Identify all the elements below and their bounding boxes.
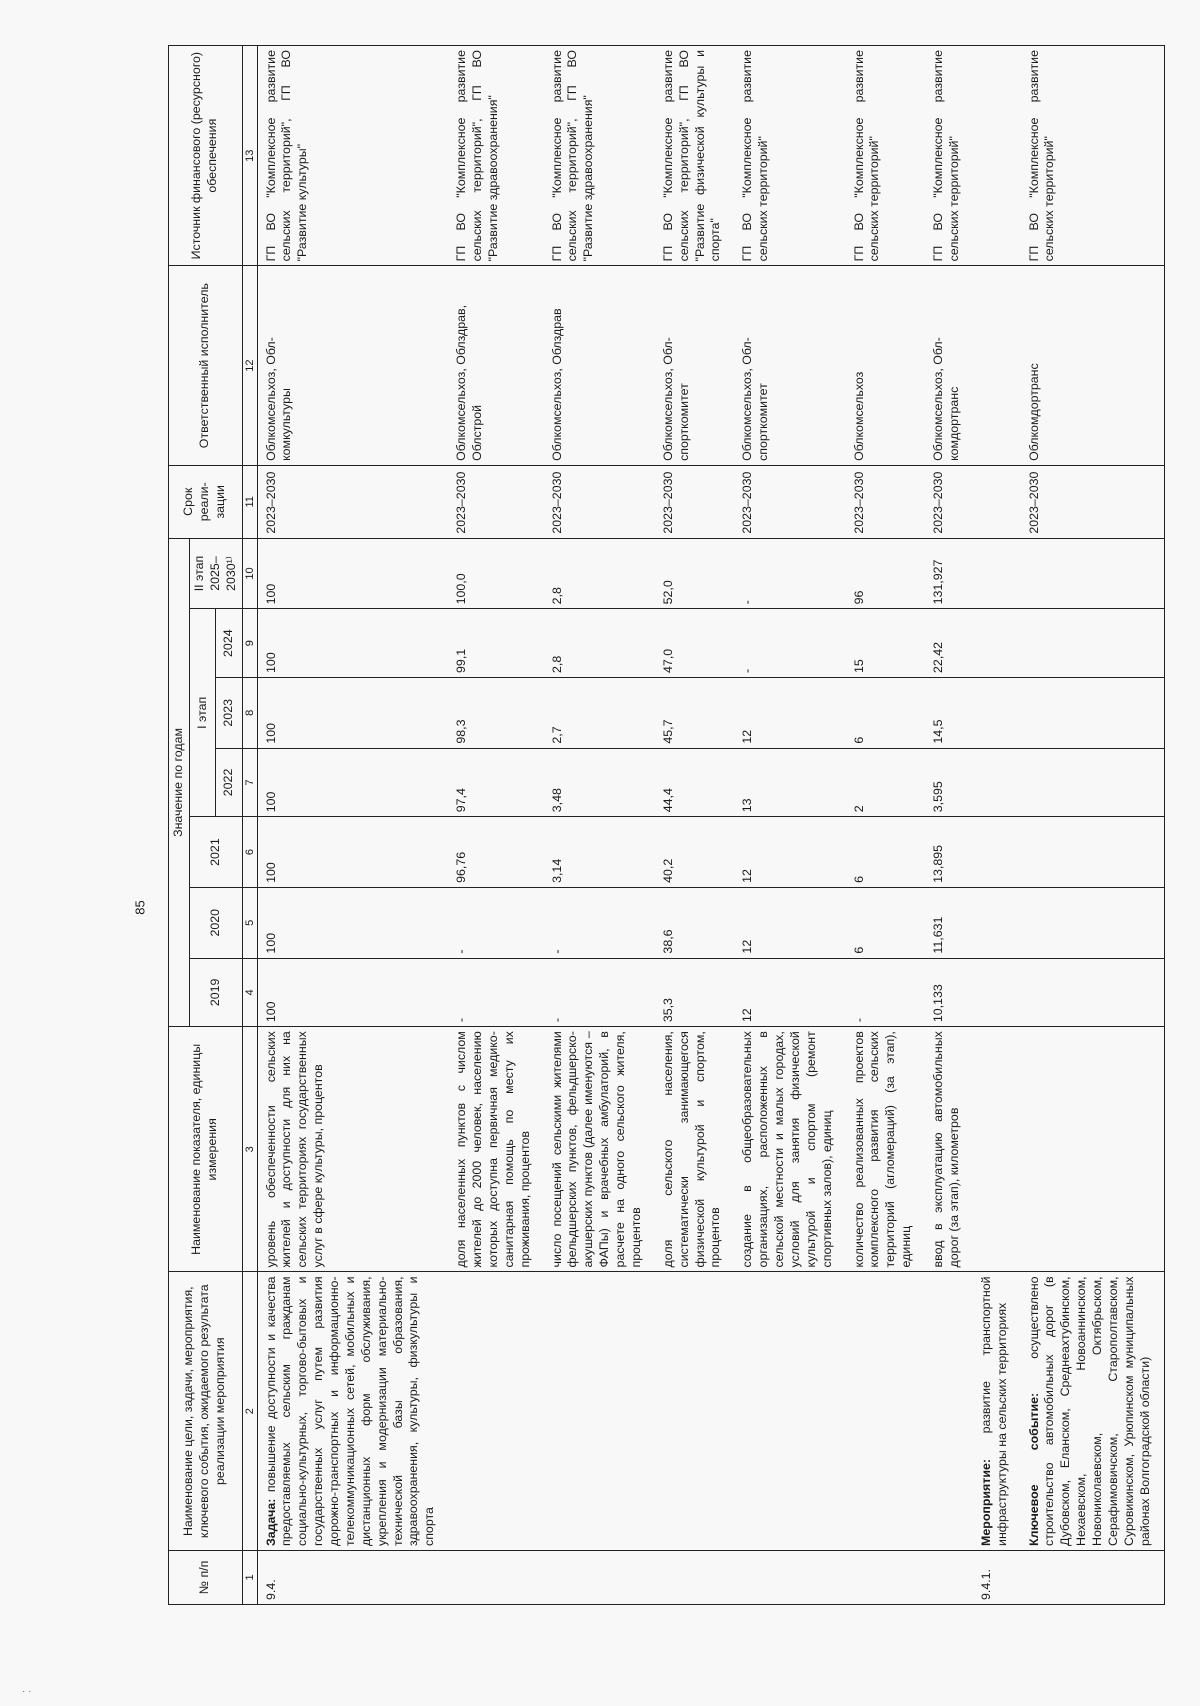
row-number xyxy=(544,1550,655,1604)
header-2022: 2022 xyxy=(216,748,242,817)
term-cell xyxy=(973,465,1021,538)
column-number: 1 xyxy=(242,1550,257,1604)
table-row xyxy=(448,46,543,1605)
column-number: 3 xyxy=(242,1027,257,1272)
value-2024: 22,42 xyxy=(925,609,973,678)
value-2020 xyxy=(973,887,1021,958)
value-2030: 52,0 xyxy=(655,538,735,609)
value-2019: 100 xyxy=(257,958,448,1027)
value-2021: 12 xyxy=(734,817,845,888)
table-row xyxy=(544,46,655,1605)
row-number: 9.4. xyxy=(257,1550,448,1604)
header-source: Источник финансового (ресурсного) обеспечения xyxy=(169,46,243,266)
table-row xyxy=(257,46,448,1605)
column-number: 4 xyxy=(242,958,257,1027)
indicator-cell: создание в общеобразовательных организациях, расположенных в сельской местности и малых городах, условий для занятия физической культурой и спортом (ремонт спортивных залов), единиц xyxy=(734,1027,845,1272)
executor-cell: Облкомсельхоз, Обл-комдортранс xyxy=(925,266,973,466)
executor-cell: Облкомсельхоз, Облздрав xyxy=(544,266,655,466)
value-2024: 2,8 xyxy=(544,609,655,678)
header-values-group: Значение по годам xyxy=(169,538,190,1027)
goal-cell xyxy=(925,1272,973,1551)
value-2023: 100 xyxy=(257,677,448,748)
table-row xyxy=(973,46,1021,1605)
header-goal: Наименование цели, задачи, мероприятия, ключевого события, ожидаемого результата реализации мероприятия xyxy=(169,1272,243,1551)
term-cell: 2023–2030 xyxy=(925,465,973,538)
header-2019: 2019 xyxy=(189,958,242,1027)
value-2030 xyxy=(973,538,1021,609)
value-2030: - xyxy=(734,538,845,609)
value-2022: 3,48 xyxy=(544,748,655,817)
value-2023: 12 xyxy=(734,677,845,748)
goal-cell xyxy=(448,1272,543,1551)
term-cell: 2023–2030 xyxy=(448,465,543,538)
goal-cell xyxy=(1021,1272,1165,1551)
value-2021: 13,895 xyxy=(925,817,973,888)
value-2019: - xyxy=(544,958,655,1027)
goal-cell xyxy=(655,1272,735,1551)
value-2024: 99,1 xyxy=(448,609,543,678)
goal-cell xyxy=(544,1272,655,1551)
table-row xyxy=(1021,46,1165,1605)
value-2020: 12 xyxy=(734,887,845,958)
source-cell: ГП ВО "Комплексное развитие сельских территорий" xyxy=(846,46,926,266)
term-cell: 2023–2030 xyxy=(734,465,845,538)
value-2022 xyxy=(1021,748,1165,817)
value-2022: 44,4 xyxy=(655,748,735,817)
executor-cell: Облкомдортранс xyxy=(1021,266,1165,466)
value-2023: 98,3 xyxy=(448,677,543,748)
row-number xyxy=(846,1550,926,1604)
indicator-cell: количество реализованных проектов комплексного развития сельских территорий (агломераций) (за этап), единиц xyxy=(846,1027,926,1272)
indicator-cell: доля населенных пунктов с числом жителей до 2000 человек, населению которых доступна первичная медико-санитарная помощь по месту их проживания, процентов xyxy=(448,1027,543,1272)
source-cell: ГП ВО "Комплексное развитие сельских территорий", ГП ВО "Развитие физической культуры и спорта" xyxy=(655,46,735,266)
table-row xyxy=(734,46,845,1605)
value-2030: 100,0 xyxy=(448,538,543,609)
table-row xyxy=(925,46,973,1605)
source-cell: ГП ВО "Комплексное развитие сельских территорий" xyxy=(925,46,973,266)
executor-cell: Облкомсельхоз, Обл-комкультуры xyxy=(257,266,448,466)
value-2021: 3,14 xyxy=(544,817,655,888)
indicator-cell xyxy=(1021,1027,1165,1272)
source-cell: ГП ВО "Комплексное развитие сельских территорий", ГП ВО "Развитие здравоохранения" xyxy=(544,46,655,266)
value-2019 xyxy=(1021,958,1165,1027)
header-term: Срок реали-зации xyxy=(169,465,243,538)
goal-text: осуществлено строительство автомобильных дорог (в Дубовском, Еланском, Среднеахтубинском, Нехаевском, Новоаннинском, Новониколаевском, Октябрьском, Серафимовичском, Старополтавском, Суровикинском, Урюпинском муниципальных районах Волгоградской области) xyxy=(1026,1276,1152,1546)
goal-text: развитие транспортной инфраструктуры на сельских территориях xyxy=(978,1276,1009,1546)
value-2021: 6 xyxy=(846,817,926,888)
column-number: 2 xyxy=(242,1272,257,1551)
header-2021: 2021 xyxy=(189,817,242,888)
value-2023 xyxy=(973,677,1021,748)
indicator-cell: число посещений сельскими жителями фельдшерских пунктов, фельдшерско-акушерских пунктов (далее именуются – ФАПы) и врачебных амбулаторий, в расчете на одного сельского жителя, процентов xyxy=(544,1027,655,1272)
row-number xyxy=(448,1550,543,1604)
source-cell: ГП ВО "Комплексное развитие сельских территорий", ГП ВО "Развитие здравоохранения" xyxy=(448,46,543,266)
header-2023: 2023 xyxy=(216,677,242,748)
value-2024: 100 xyxy=(257,609,448,678)
column-number: 7 xyxy=(242,748,257,817)
value-2020: 6 xyxy=(846,887,926,958)
column-number: 5 xyxy=(242,887,257,958)
value-2020 xyxy=(1021,887,1165,958)
goal-label: Ключевое событие: xyxy=(1026,1392,1041,1546)
header-stage2: II этап 2025–2030¹⁾ xyxy=(189,538,242,609)
rotated-page xyxy=(168,45,1198,1605)
row-number xyxy=(734,1550,845,1604)
row-number xyxy=(925,1550,973,1604)
source-cell: ГП ВО "Комплексное развитие сельских территорий" xyxy=(1021,46,1165,266)
column-number: 13 xyxy=(242,46,257,266)
source-cell xyxy=(973,46,1021,266)
value-2030: 100 xyxy=(257,538,448,609)
value-2022: 3,595 xyxy=(925,748,973,817)
value-2020: 38,6 xyxy=(655,887,735,958)
table-row xyxy=(846,46,926,1605)
value-2030: 96 xyxy=(846,538,926,609)
goal-label: Задача: xyxy=(263,1498,278,1546)
table-body xyxy=(257,46,1164,1605)
value-2019: - xyxy=(846,958,926,1027)
indicator-cell xyxy=(973,1027,1021,1272)
header-2024: 2024 xyxy=(216,609,242,678)
scan-mark: · · xyxy=(22,1686,32,1697)
page-number: 85 xyxy=(132,900,148,915)
value-2019: - xyxy=(448,958,543,1027)
goal-cell xyxy=(846,1272,926,1551)
value-2021: 100 xyxy=(257,817,448,888)
goal-text: повышение доступности и качества предоставляемых сельским гражданам социально-культурных, торгово-бытовых и государственных услуг путем развития дорожно-транспортных и информационно-телекоммуникационных сетей, мобильных и дистанционных форм обслуживания, укрепления и модернизации материально-технической базы образования, здравоохранения, культуры, физкультуры и спорта xyxy=(263,1276,437,1546)
value-2030: 2,8 xyxy=(544,538,655,609)
header-num: № п/п xyxy=(169,1550,243,1604)
value-2022: 100 xyxy=(257,748,448,817)
source-cell: ГП ВО "Комплексное развитие сельских территорий", ГП ВО "Развитие культуры" xyxy=(257,46,448,266)
row-number: 9.4.1. xyxy=(973,1550,1021,1604)
header-stage1: I этап xyxy=(189,609,215,817)
value-2024: - xyxy=(734,609,845,678)
indicator-cell: уровень обеспеченности сельских жителей и доступности для них на сельских территориях государственных услуг в сфере культуры, процентов xyxy=(257,1027,448,1272)
value-2023: 14,5 xyxy=(925,677,973,748)
value-2024: 47,0 xyxy=(655,609,735,678)
column-number: 6 xyxy=(242,817,257,888)
executor-cell: Облкомсельхоз xyxy=(846,266,926,466)
source-cell: ГП ВО "Комплексное развитие сельских территорий" xyxy=(734,46,845,266)
executor-cell xyxy=(973,266,1021,466)
executor-cell: Облкомсельхоз, Облздрав, Облстрой xyxy=(448,266,543,466)
value-2022: 97,4 xyxy=(448,748,543,817)
executor-cell: Облкомсельхоз, Обл-спорткомитет xyxy=(734,266,845,466)
value-2019: 12 xyxy=(734,958,845,1027)
goal-cell xyxy=(257,1272,448,1551)
header-executor: Ответственный исполнитель xyxy=(169,266,243,466)
term-cell: 2023–2030 xyxy=(655,465,735,538)
value-2020: - xyxy=(448,887,543,958)
indicators-table xyxy=(168,45,1165,1605)
header-2020: 2020 xyxy=(189,887,242,958)
value-2019 xyxy=(973,958,1021,1027)
column-number: 8 xyxy=(242,677,257,748)
indicator-cell: ввод в эксплуатацию автомобильных дорог (за этап), километров xyxy=(925,1027,973,1272)
row-number xyxy=(1021,1550,1165,1604)
value-2024: 15 xyxy=(846,609,926,678)
value-2023: 2,7 xyxy=(544,677,655,748)
goal-cell xyxy=(734,1272,845,1551)
term-cell: 2023–2030 xyxy=(544,465,655,538)
header-row-1 xyxy=(169,46,190,1605)
value-2021: 40,2 xyxy=(655,817,735,888)
column-number: 9 xyxy=(242,609,257,678)
value-2020: 11,631 xyxy=(925,887,973,958)
row-number xyxy=(655,1550,735,1604)
term-cell: 2023–2030 xyxy=(257,465,448,538)
term-cell: 2023–2030 xyxy=(846,465,926,538)
header-indicator: Наименование показателя, единицы измерения xyxy=(169,1027,243,1272)
value-2020: - xyxy=(544,887,655,958)
value-2022: 13 xyxy=(734,748,845,817)
value-2019: 35,3 xyxy=(655,958,735,1027)
table-row xyxy=(655,46,735,1605)
value-2021 xyxy=(973,817,1021,888)
column-number: 11 xyxy=(242,465,257,538)
value-2023: 45,7 xyxy=(655,677,735,748)
value-2022 xyxy=(973,748,1021,817)
value-2022: 2 xyxy=(846,748,926,817)
value-2023: 6 xyxy=(846,677,926,748)
term-cell: 2023–2030 xyxy=(1021,465,1165,538)
value-2024 xyxy=(1021,609,1165,678)
executor-cell: Облкомсельхоз, Обл-спорткомитет xyxy=(655,266,735,466)
column-number: 12 xyxy=(242,266,257,466)
value-2030 xyxy=(1021,538,1165,609)
column-number: 10 xyxy=(242,538,257,609)
value-2030: 131,927 xyxy=(925,538,973,609)
value-2024 xyxy=(973,609,1021,678)
column-number-row xyxy=(242,46,257,1605)
value-2023 xyxy=(1021,677,1165,748)
value-2020: 100 xyxy=(257,887,448,958)
value-2021: 96,76 xyxy=(448,817,543,888)
goal-label: Мероприятие: xyxy=(978,1459,993,1546)
value-2021 xyxy=(1021,817,1165,888)
goal-cell xyxy=(973,1272,1021,1551)
value-2019: 10,133 xyxy=(925,958,973,1027)
indicator-cell: доля сельского населения, систематически занимающегося физической культурой и спортом, процентов xyxy=(655,1027,735,1272)
